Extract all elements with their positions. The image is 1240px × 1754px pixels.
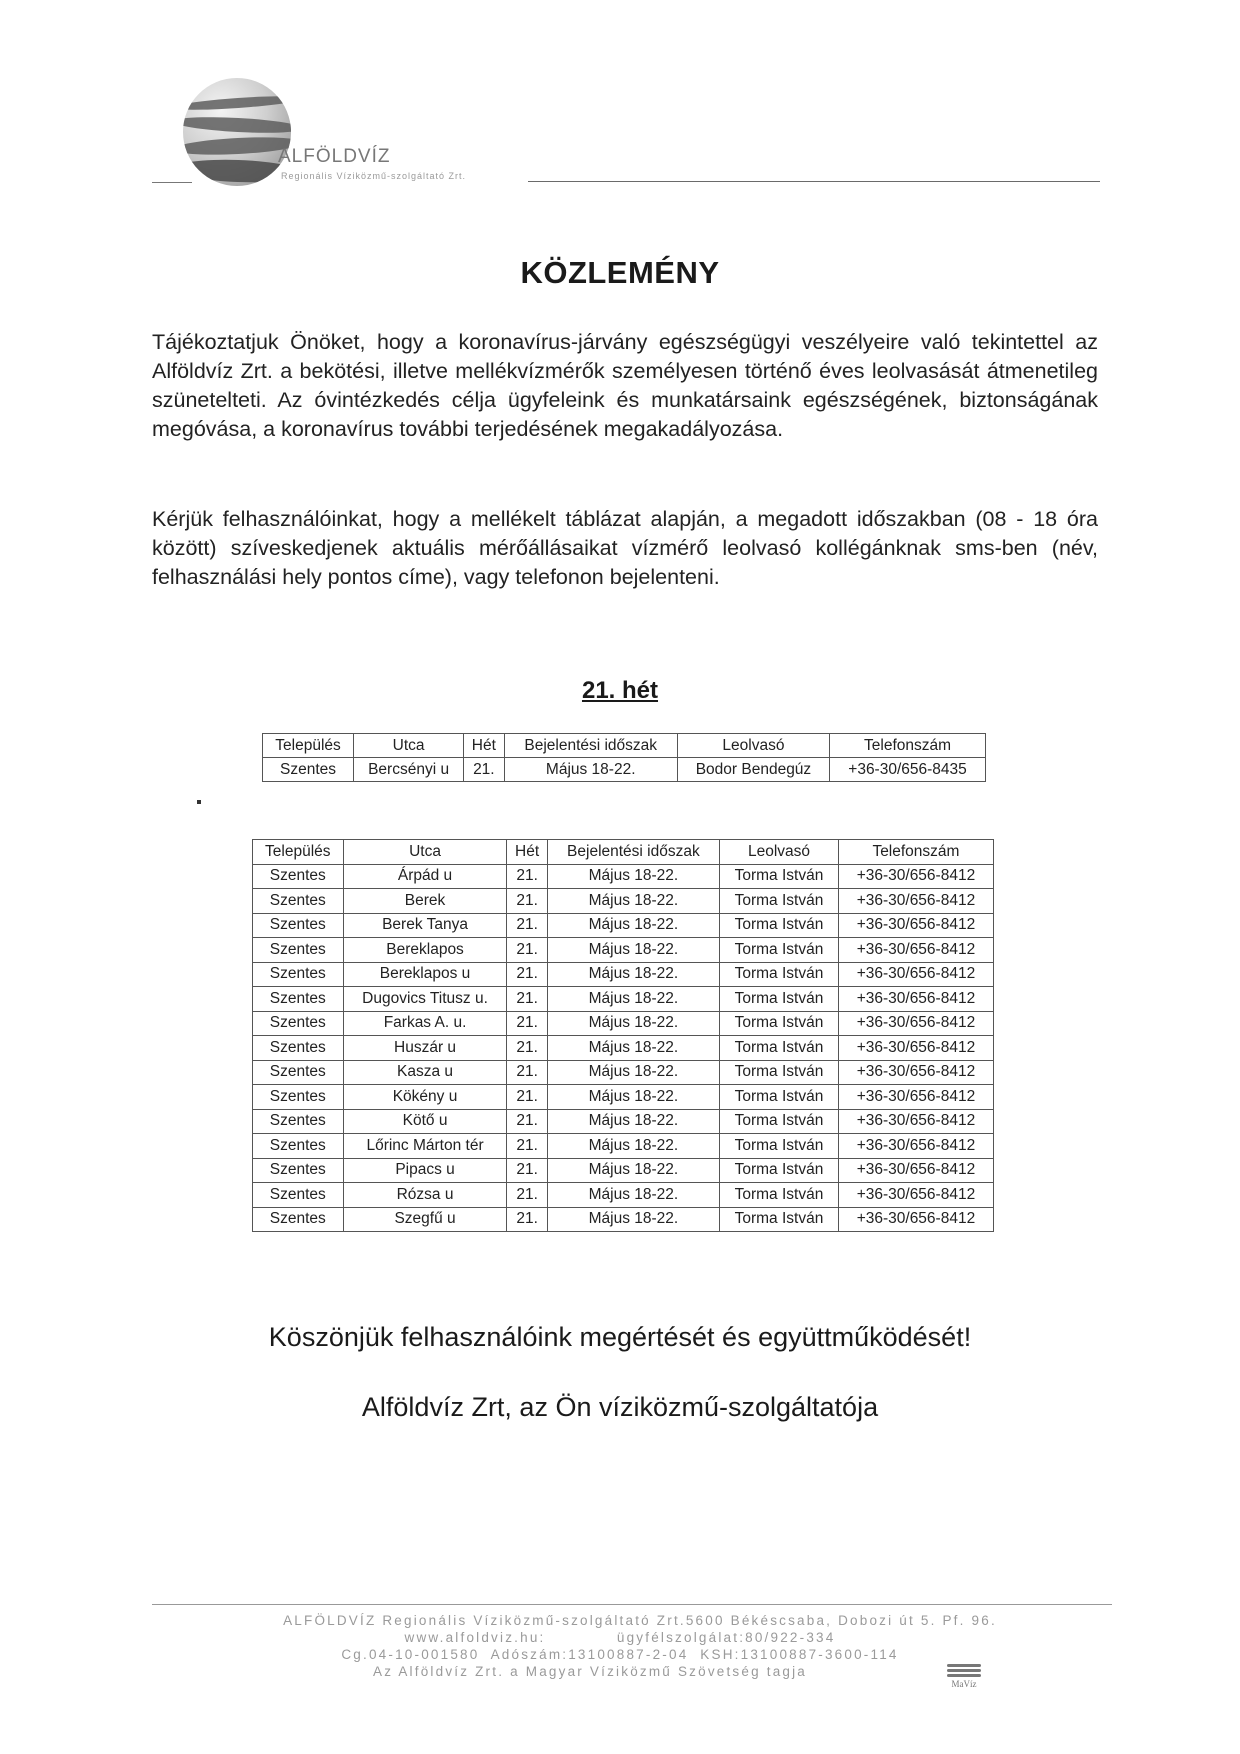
cell-reader: Torma István <box>720 1011 839 1036</box>
cell-street: Bercsényi u <box>354 758 464 782</box>
cell-reader: Bodor Bendegúz <box>677 758 829 782</box>
cell-settlement: Szentes <box>253 1134 344 1159</box>
header-settlement: Település <box>253 840 344 865</box>
cell-week: 21. <box>507 1085 547 1110</box>
footer-membership: Az Alföldvíz Zrt. a Magyar Víziközmű Szövetség tagja <box>372 1664 808 1679</box>
cell-settlement: Szentes <box>253 962 344 987</box>
header-street: Utca <box>354 734 464 758</box>
cell-phone: +36-30/656-8412 <box>838 913 993 938</box>
company-name: ALFÖLDVÍZ <box>278 146 391 167</box>
cell-street: Kasza u <box>343 1060 507 1085</box>
table-row <box>263 758 986 782</box>
request-paragraph: Kérjük felhasználóinkat, hogy a mellékelt táblázat alapján, a megadott időszakban (08 - 18 óra között) szíveskedjenek aktuális mérőállásaikat vízmérő leolvasó kollégánknak sms-ben (név, felhasználási hely pontos címe), vagy telefonon bejelenteni. <box>152 507 1098 589</box>
cell-phone: +36-30/656-8412 <box>838 987 993 1012</box>
header-phone: Telefonszám <box>830 734 986 758</box>
header-period: Bejelentési időszak <box>504 734 677 758</box>
cell-period: Május 18-22. <box>547 1109 719 1134</box>
cell-street: Árpád u <box>343 864 507 889</box>
cell-settlement: Szentes <box>253 987 344 1012</box>
table-row <box>253 1134 994 1159</box>
cell-street: Szegfű u <box>343 1207 507 1232</box>
footer-address: ALFÖLDVÍZ Regionális Víziközmű-szolgáltató Zrt.5600 Békéscsaba, Dobozi út 5. Pf. 96. <box>283 1613 997 1628</box>
cell-week: 21. <box>507 1158 547 1183</box>
table-row <box>253 962 994 987</box>
cell-settlement: Szentes <box>253 1158 344 1183</box>
header-phone: Telefonszám <box>838 840 993 865</box>
cell-phone: +36-30/656-8412 <box>838 938 993 963</box>
cell-street: Bereklapos u <box>343 962 507 987</box>
header-divider-left <box>152 182 192 183</box>
cell-period: Május 18-22. <box>504 758 677 782</box>
table-header-row <box>253 840 994 865</box>
cell-week: 21. <box>507 962 547 987</box>
cell-street: Berek Tanya <box>343 913 507 938</box>
table-row <box>253 1011 994 1036</box>
header-week: Hét <box>464 734 505 758</box>
cell-settlement: Szentes <box>253 864 344 889</box>
cell-phone: +36-30/656-8412 <box>838 864 993 889</box>
cell-street: Berek <box>343 889 507 914</box>
cell-reader: Torma István <box>720 1109 839 1134</box>
cell-street: Farkas A. u. <box>343 1011 507 1036</box>
cell-reader: Torma István <box>720 864 839 889</box>
cell-settlement: Szentes <box>253 1011 344 1036</box>
cell-week: 21. <box>507 1036 547 1061</box>
cell-street: Bereklapos <box>343 938 507 963</box>
table-row <box>253 1060 994 1085</box>
reading-schedule-table-1 <box>262 733 986 782</box>
cell-settlement: Szentes <box>253 1036 344 1061</box>
intro-paragraph: Tájékoztatjuk Önöket, hogy a koronavírus-járvány egészségügyi veszélyeire való tekintettel az Alföldvíz Zrt. a bekötési, illetve mellékvízmérők személyesen történő éves leolvasását átmenetileg szünetelteti. Az óvintézkedés célja ügyfeleink és munkatársaink egészségének, biztonságának megóvása, a koronavírus további terjedésének megakadályozása. <box>152 330 1098 441</box>
cell-period: Május 18-22. <box>547 1085 719 1110</box>
footer-registration: Cg.04-10-001580 Adószám:13100887-2-04 KSH:13100887-3600-114 <box>341 1647 899 1662</box>
cell-reader: Torma István <box>720 1134 839 1159</box>
cell-period: Május 18-22. <box>547 1183 719 1208</box>
page-title: KÖZLEMÉNY <box>520 255 720 290</box>
header-period: Bejelentési időszak <box>547 840 719 865</box>
header-street: Utca <box>343 840 507 865</box>
table-row <box>253 1183 994 1208</box>
week-heading: 21. hét <box>581 677 659 704</box>
cell-phone: +36-30/656-8435 <box>830 758 986 782</box>
cell-settlement: Szentes <box>253 889 344 914</box>
cell-period: Május 18-22. <box>547 864 719 889</box>
cell-street: Kötő u <box>343 1109 507 1134</box>
cell-phone: +36-30/656-8412 <box>838 1183 993 1208</box>
cell-street: Kökény u <box>343 1085 507 1110</box>
table-body <box>253 864 994 1232</box>
cell-phone: +36-30/656-8412 <box>838 1060 993 1085</box>
cell-phone: +36-30/656-8412 <box>838 1036 993 1061</box>
cell-period: Május 18-22. <box>547 1011 719 1036</box>
water-globe-icon <box>183 78 291 186</box>
table-body <box>263 758 986 782</box>
cell-week: 21. <box>507 1134 547 1159</box>
cell-week: 21. <box>507 1011 547 1036</box>
cell-phone: +36-30/656-8412 <box>838 1011 993 1036</box>
table-row <box>253 889 994 914</box>
cell-reader: Torma István <box>720 1158 839 1183</box>
cell-phone: +36-30/656-8412 <box>838 1085 993 1110</box>
header-reader: Leolvasó <box>677 734 829 758</box>
cell-phone: +36-30/656-8412 <box>838 1158 993 1183</box>
cell-settlement: Szentes <box>253 938 344 963</box>
cell-period: Május 18-22. <box>547 913 719 938</box>
scan-artifact-dot <box>197 800 201 804</box>
table-row <box>253 1158 994 1183</box>
header-divider <box>528 181 1100 182</box>
cell-reader: Torma István <box>720 1060 839 1085</box>
cell-street: Huszár u <box>343 1036 507 1061</box>
header-settlement: Település <box>263 734 354 758</box>
cell-reader: Torma István <box>720 913 839 938</box>
cell-period: Május 18-22. <box>547 987 719 1012</box>
cell-reader: Torma István <box>720 1085 839 1110</box>
cell-reader: Torma István <box>720 938 839 963</box>
cell-street: Pipacs u <box>343 1158 507 1183</box>
cell-settlement: Szentes <box>253 1109 344 1134</box>
cell-week: 21. <box>507 1109 547 1134</box>
table-row <box>253 1207 994 1232</box>
table-row <box>253 913 994 938</box>
header-reader: Leolvasó <box>720 840 839 865</box>
cell-period: Május 18-22. <box>547 1036 719 1061</box>
table-row <box>253 1036 994 1061</box>
table-row <box>253 938 994 963</box>
cell-period: Május 18-22. <box>547 1060 719 1085</box>
cell-street: Dugovics Titusz u. <box>343 987 507 1012</box>
cell-reader: Torma István <box>720 1183 839 1208</box>
mavir-badge-text: MaVíz <box>951 1679 977 1689</box>
cell-reader: Torma István <box>720 987 839 1012</box>
cell-period: Május 18-22. <box>547 1158 719 1183</box>
cell-settlement: Szentes <box>253 1060 344 1085</box>
cell-street: Lőrinc Márton tér <box>343 1134 507 1159</box>
cell-reader: Torma István <box>720 1207 839 1232</box>
cell-phone: +36-30/656-8412 <box>838 1109 993 1134</box>
cell-week: 21. <box>507 1183 547 1208</box>
cell-settlement: Szentes <box>263 758 354 782</box>
cell-settlement: Szentes <box>253 913 344 938</box>
header-week: Hét <box>507 840 547 865</box>
cell-week: 21. <box>507 1207 547 1232</box>
table-row <box>253 1109 994 1134</box>
signature: Alföldvíz Zrt, az Ön víziközmű-szolgáltatója <box>361 1392 879 1422</box>
cell-week: 21. <box>507 864 547 889</box>
cell-week: 21. <box>507 938 547 963</box>
cell-period: Május 18-22. <box>547 889 719 914</box>
cell-phone: +36-30/656-8412 <box>838 1207 993 1232</box>
cell-phone: +36-30/656-8412 <box>838 962 993 987</box>
cell-settlement: Szentes <box>253 1085 344 1110</box>
thanks-message: Köszönjük felhasználóink megértését és együttműködését! <box>268 1322 972 1352</box>
footer-divider <box>152 1604 1112 1605</box>
reading-schedule-table-2 <box>252 839 994 1232</box>
cell-period: Május 18-22. <box>547 938 719 963</box>
footer <box>0 1612 1240 1680</box>
cell-week: 21. <box>507 913 547 938</box>
cell-settlement: Szentes <box>253 1207 344 1232</box>
cell-period: Május 18-22. <box>547 1134 719 1159</box>
cell-reader: Torma István <box>720 889 839 914</box>
company-subtitle: Regionális Víziközmű-szolgáltató Zrt. <box>281 171 467 181</box>
cell-period: Május 18-22. <box>547 1207 719 1232</box>
table-row <box>253 1085 994 1110</box>
cell-week: 21. <box>507 889 547 914</box>
cell-reader: Torma István <box>720 1036 839 1061</box>
cell-period: Május 18-22. <box>547 962 719 987</box>
mavir-waves-icon <box>947 1662 981 1689</box>
cell-week: 21. <box>464 758 505 782</box>
cell-phone: +36-30/656-8412 <box>838 1134 993 1159</box>
cell-reader: Torma István <box>720 962 839 987</box>
cell-street: Rózsa u <box>343 1183 507 1208</box>
cell-settlement: Szentes <box>253 1183 344 1208</box>
cell-week: 21. <box>507 987 547 1012</box>
footer-contact: www.alfoldviz.hu: ügyfélszolgálat:80/922-334 <box>404 1630 836 1645</box>
table-header-row <box>263 734 986 758</box>
cell-phone: +36-30/656-8412 <box>838 889 993 914</box>
table-row <box>253 864 994 889</box>
cell-week: 21. <box>507 1060 547 1085</box>
table-row <box>253 987 994 1012</box>
